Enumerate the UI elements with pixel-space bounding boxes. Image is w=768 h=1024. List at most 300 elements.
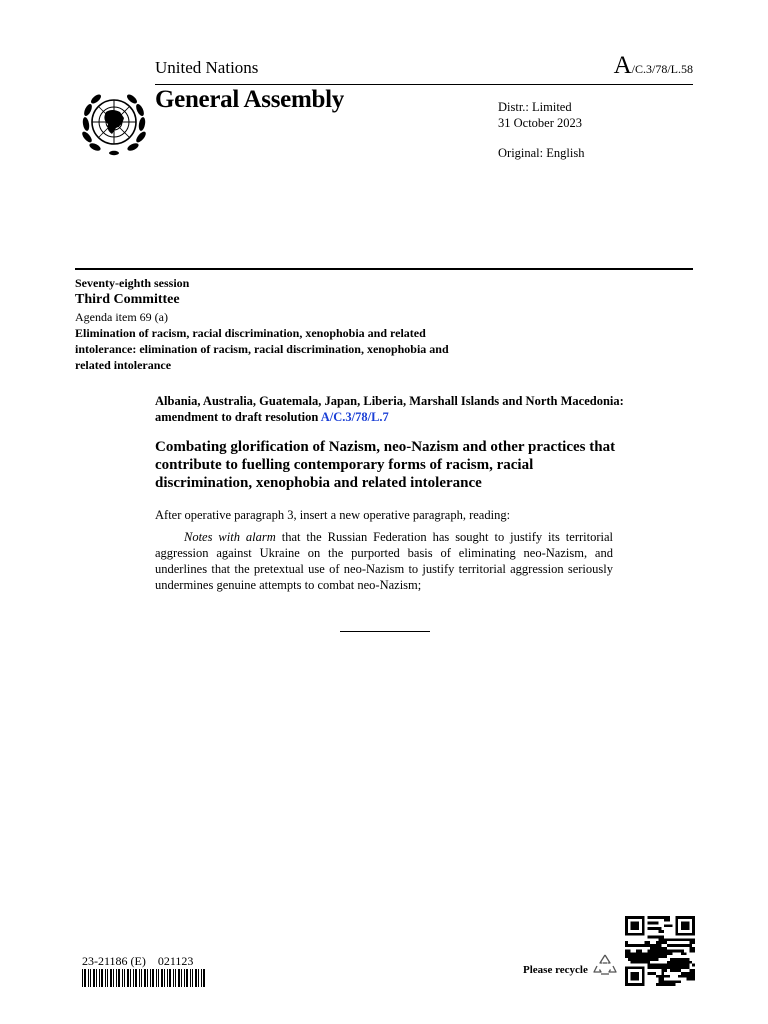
qr-module (659, 944, 662, 947)
qr-module (631, 961, 634, 964)
document-symbol-number: /C.3/78/L.58 (631, 62, 693, 76)
qr-module (628, 950, 631, 953)
qr-module (631, 952, 634, 955)
qr-module (681, 938, 684, 941)
qr-module (639, 944, 642, 947)
barcode-bar (141, 969, 142, 987)
qr-module (673, 938, 676, 941)
barcode-bar (175, 969, 176, 987)
qr-module (670, 952, 673, 955)
qr-module (659, 955, 662, 958)
qr-module (673, 966, 676, 969)
recycle-icon (592, 952, 618, 978)
original-language: Original: English (498, 146, 585, 160)
qr-module (650, 916, 653, 919)
qr-module (681, 961, 684, 964)
qr-module (664, 969, 667, 972)
qr-module (684, 952, 687, 955)
document-symbol (614, 52, 693, 80)
qr-module (667, 950, 670, 953)
qr-module (653, 964, 656, 967)
qr-module (689, 944, 692, 947)
qr-module (650, 947, 653, 950)
qr-module (673, 950, 676, 953)
qr-module (650, 936, 653, 939)
qr-module (670, 983, 673, 986)
qr-module (631, 944, 634, 947)
qr-module (692, 938, 695, 941)
qr-code (625, 916, 695, 986)
distribution-status: Distr.: Limited (498, 100, 572, 114)
distribution-block (498, 99, 582, 131)
qr-module (692, 947, 695, 950)
qr-module (664, 964, 667, 967)
qr-module (656, 947, 659, 950)
qr-module (633, 944, 636, 947)
qr-module (661, 952, 664, 955)
qr-module (628, 955, 631, 958)
qr-module (636, 955, 639, 958)
barcode-bar (96, 969, 97, 987)
barcode-bar (147, 969, 148, 987)
qr-module (667, 961, 670, 964)
qr-module (667, 966, 670, 969)
qr-module (667, 944, 670, 947)
end-rule (340, 631, 430, 632)
qr-module (675, 969, 678, 972)
qr-module (689, 969, 692, 972)
qr-module (689, 947, 692, 950)
qr-module (642, 961, 645, 964)
qr-module (656, 922, 659, 925)
qr-module (647, 916, 650, 919)
qr-module (673, 969, 676, 972)
qr-module (673, 958, 676, 961)
please-recycle-label: Please recycle (523, 964, 588, 976)
qr-module (687, 966, 690, 969)
qr-module (661, 969, 664, 972)
qr-module (628, 952, 631, 955)
qr-module (681, 975, 684, 978)
qr-module (642, 952, 645, 955)
qr-module (661, 983, 664, 986)
qr-module (647, 964, 650, 967)
qr-module (661, 955, 664, 958)
qr-module (684, 958, 687, 961)
qr-module (659, 947, 662, 950)
qr-module (659, 936, 662, 939)
qr-module (678, 980, 681, 983)
qr-module (689, 950, 692, 953)
qr-module (670, 944, 673, 947)
qr-module (659, 916, 662, 919)
qr-module (625, 950, 628, 953)
qr-module (636, 958, 639, 961)
qr-module (664, 916, 667, 919)
qr-module (673, 980, 676, 983)
qr-module (681, 952, 684, 955)
barcode-bar (169, 969, 171, 987)
qr-module (645, 944, 648, 947)
barcode-bar (203, 969, 205, 987)
qr-module (687, 964, 690, 967)
document-date: 31 October 2023 (498, 116, 583, 130)
barcode-bar (113, 969, 114, 987)
qr-module (653, 947, 656, 950)
instruction-text: After operative paragraph 3, insert a new operative paragraph, reading: (155, 508, 511, 522)
barcode-bar (130, 969, 131, 987)
qr-module (650, 952, 653, 955)
barcode-bar (122, 969, 123, 987)
qr-module (675, 980, 678, 983)
barcode-bar (93, 969, 95, 987)
qr-module (673, 961, 676, 964)
qr-module (656, 936, 659, 939)
qr-module (664, 919, 667, 922)
qr-module (681, 972, 684, 975)
qr-module (675, 961, 678, 964)
qr-module (664, 980, 667, 983)
qr-module (687, 961, 690, 964)
barcode-bar (127, 969, 129, 987)
qr-module (639, 955, 642, 958)
organization-name: United Nations (155, 58, 259, 77)
qr-module (650, 922, 653, 925)
qr-module (653, 944, 656, 947)
qr-module (633, 952, 636, 955)
qr-module (681, 922, 689, 930)
qr-module (678, 964, 681, 967)
qr-module (684, 944, 687, 947)
barcode-bar (124, 969, 125, 987)
barcode-bar (135, 969, 137, 987)
qr-module (689, 941, 692, 944)
qr-module (692, 972, 695, 975)
qr-module (639, 958, 642, 961)
qr-module (650, 966, 653, 969)
qr-module (664, 950, 667, 953)
barcode-bar (186, 969, 188, 987)
qr-module (681, 966, 684, 969)
agenda-item: Agenda item 69 (a) (75, 310, 168, 324)
qr-module (667, 964, 670, 967)
qr-module (661, 980, 664, 983)
qr-module (670, 938, 673, 941)
qr-module (653, 936, 656, 939)
qr-module (675, 950, 678, 953)
session-block (75, 275, 475, 373)
barcode-bar (167, 969, 168, 987)
qr-module (661, 938, 664, 941)
qr-module (673, 944, 676, 947)
qr-module (631, 955, 634, 958)
qr-module (647, 961, 650, 964)
barcode-bar (101, 969, 103, 987)
qr-module (664, 983, 667, 986)
qr-module (639, 952, 642, 955)
barcode-bar (133, 969, 134, 987)
qr-module (667, 983, 670, 986)
qr-module (659, 952, 662, 955)
agenda-item-title: Elimination of racism, racial discrimination, xenophobia and related intolerance: elimination of racism, racial discrimination, xenophobia and related intolerance (75, 326, 449, 372)
barcode-bar (201, 969, 202, 987)
barcode-bar (90, 969, 91, 987)
qr-module (667, 980, 670, 983)
qr-module (647, 958, 650, 961)
qr-module (653, 916, 656, 919)
qr-module (670, 958, 673, 961)
barcode-bar (139, 969, 140, 987)
qr-module (678, 961, 681, 964)
sponsors-line (155, 393, 625, 425)
barcode-bar (195, 969, 197, 987)
qr-module (670, 961, 673, 964)
qr-module (633, 961, 636, 964)
barcode-bar (84, 969, 86, 987)
qr-module (689, 978, 692, 981)
barcode-bar (144, 969, 146, 987)
qr-module (656, 944, 659, 947)
barcode-bar (181, 969, 182, 987)
qr-module (692, 964, 695, 967)
qr-module (664, 966, 667, 969)
qr-module (631, 958, 634, 961)
qr-module (684, 975, 687, 978)
qr-module (661, 978, 664, 981)
qr-module (653, 972, 656, 975)
barcode-bar (116, 969, 117, 987)
qr-module (661, 972, 664, 975)
operative-lead-phrase: Notes with alarm (184, 530, 276, 544)
qr-module (678, 975, 681, 978)
qr-module (681, 950, 684, 953)
qr-module (692, 950, 695, 953)
qr-module (656, 958, 659, 961)
qr-module (667, 924, 670, 927)
session-name: Seventy-eighth session (75, 276, 190, 290)
qr-module (656, 964, 659, 967)
qr-module (661, 936, 664, 939)
qr-module (675, 964, 678, 967)
qr-module (656, 941, 659, 944)
qr-module (675, 944, 678, 947)
qr-module (681, 964, 684, 967)
qr-module (678, 950, 681, 953)
qr-module (650, 972, 653, 975)
qr-module (647, 922, 650, 925)
qr-module (647, 936, 650, 939)
barcode-bar (88, 969, 89, 987)
general-assembly-title: General Assembly (155, 86, 344, 113)
barcode-bar (152, 969, 154, 987)
barcode-bar (107, 969, 108, 987)
qr-module (678, 944, 681, 947)
qr-module (647, 950, 650, 953)
header-rule (155, 84, 693, 85)
qr-module (670, 969, 673, 972)
sponsors-text: Albania, Australia, Guatemala, Japan, Liberia, Marshall Islands and North Macedonia: amendment to draft resolution (155, 394, 624, 424)
document-symbol-series: A (613, 52, 632, 79)
qr-module (639, 961, 642, 964)
qr-module (667, 919, 670, 922)
qr-module (675, 938, 678, 941)
qr-module (645, 955, 648, 958)
qr-module (647, 941, 650, 944)
barcode-bar (190, 969, 191, 987)
qr-module (650, 950, 653, 953)
qr-module (678, 969, 681, 972)
qr-module (650, 964, 653, 967)
qr-module (645, 952, 648, 955)
qr-module (661, 966, 664, 969)
qr-module (687, 975, 690, 978)
qr-module (631, 972, 639, 980)
qr-module (636, 944, 639, 947)
qr-module (692, 975, 695, 978)
draft-resolution-link[interactable]: A/C.3/78/L.7 (320, 410, 389, 424)
qr-module (667, 938, 670, 941)
qr-module (628, 958, 631, 961)
qr-module (653, 950, 656, 953)
qr-module (659, 950, 662, 953)
qr-module (678, 958, 681, 961)
qr-module (661, 947, 664, 950)
qr-module (687, 972, 690, 975)
qr-module (653, 952, 656, 955)
barcode-bar (184, 969, 185, 987)
qr-module (656, 916, 659, 919)
qr-module (659, 966, 662, 969)
qr-module (661, 975, 664, 978)
qr-module (631, 922, 639, 930)
qr-module (670, 924, 673, 927)
qr-module (681, 958, 684, 961)
qr-module (670, 950, 673, 953)
qr-module (656, 952, 659, 955)
qr-module (642, 958, 645, 961)
qr-module (647, 944, 650, 947)
qr-module (659, 983, 662, 986)
qr-module (645, 941, 648, 944)
qr-module (659, 978, 662, 981)
qr-module (689, 938, 692, 941)
barcode-bar (118, 969, 120, 987)
qr-module (642, 944, 645, 947)
qr-module (653, 927, 656, 930)
qr-module (659, 927, 662, 930)
qr-module (653, 966, 656, 969)
qr-module (636, 950, 639, 953)
qr-module (645, 958, 648, 961)
qr-module (661, 930, 664, 933)
qr-module (673, 983, 676, 986)
qr-module (656, 950, 659, 953)
barcode-bar (161, 969, 163, 987)
barcode-bar (99, 969, 100, 987)
qr-module (659, 938, 662, 941)
qr-module (661, 964, 664, 967)
qr-module (684, 938, 687, 941)
committee-name: Third Committee (75, 292, 180, 307)
qr-module (681, 944, 684, 947)
qr-module (647, 966, 650, 969)
barcode-bar (178, 969, 180, 987)
qr-module (673, 964, 676, 967)
qr-module (661, 941, 664, 944)
section-rule (75, 268, 693, 270)
qr-module (650, 944, 653, 947)
qr-module (636, 961, 639, 964)
operative-text: that the Russian Federation has sought to justify its territorial aggression against Ukraine on the purported basis of eliminating neo-Nazism, and underlines that the pretextual use of neo-Nazism to justify territorial aggression seriously undermines genuine attempts to combat neo-Nazism; (155, 530, 614, 592)
qr-module (678, 966, 681, 969)
qr-module (684, 964, 687, 967)
qr-module (642, 955, 645, 958)
qr-module (670, 966, 673, 969)
barcode-bar (192, 969, 193, 987)
job-number: 23-21186 (E) 021123 (82, 954, 194, 968)
barcode-bar (156, 969, 157, 987)
qr-module (664, 975, 667, 978)
qr-module (645, 961, 648, 964)
qr-module (653, 922, 656, 925)
qr-module (678, 938, 681, 941)
qr-module (687, 958, 690, 961)
barcode-bar (110, 969, 112, 987)
qr-module (664, 947, 667, 950)
qr-module (670, 964, 673, 967)
qr-module (689, 975, 692, 978)
operative-paragraph (155, 529, 613, 593)
qr-module (664, 924, 667, 927)
qr-module (653, 955, 656, 958)
barcode-bar (164, 969, 165, 987)
qr-module (659, 941, 662, 944)
qr-module (639, 950, 642, 953)
barcode-bar (105, 969, 106, 987)
qr-module (656, 927, 659, 930)
qr-module (667, 916, 670, 919)
qr-module (659, 964, 662, 967)
qr-module (647, 955, 650, 958)
qr-module (628, 944, 631, 947)
qr-module (659, 930, 662, 933)
barcode-bar (198, 969, 199, 987)
qr-module (653, 958, 656, 961)
qr-module (647, 972, 650, 975)
qr-module (689, 972, 692, 975)
qr-module (636, 952, 639, 955)
qr-module (675, 958, 678, 961)
qr-module (659, 980, 662, 983)
qr-module (656, 975, 659, 978)
qr-module (650, 927, 653, 930)
qr-module (625, 944, 628, 947)
qr-module (692, 941, 695, 944)
qr-module (664, 938, 667, 941)
barcode-bar (173, 969, 174, 987)
qr-module (687, 944, 690, 947)
qr-module (633, 958, 636, 961)
qr-module (656, 966, 659, 969)
qr-module (689, 961, 692, 964)
qr-module (650, 955, 653, 958)
barcode-bar (158, 969, 159, 987)
qr-module (656, 955, 659, 958)
qr-module (664, 952, 667, 955)
document-title: Combating glorification of Nazism, neo-Nazism and other practices that contribute to fuelling contemporary forms of racism, racial discrimination, xenophobia and related intolerance (155, 439, 616, 491)
qr-module (684, 966, 687, 969)
qr-module (684, 961, 687, 964)
